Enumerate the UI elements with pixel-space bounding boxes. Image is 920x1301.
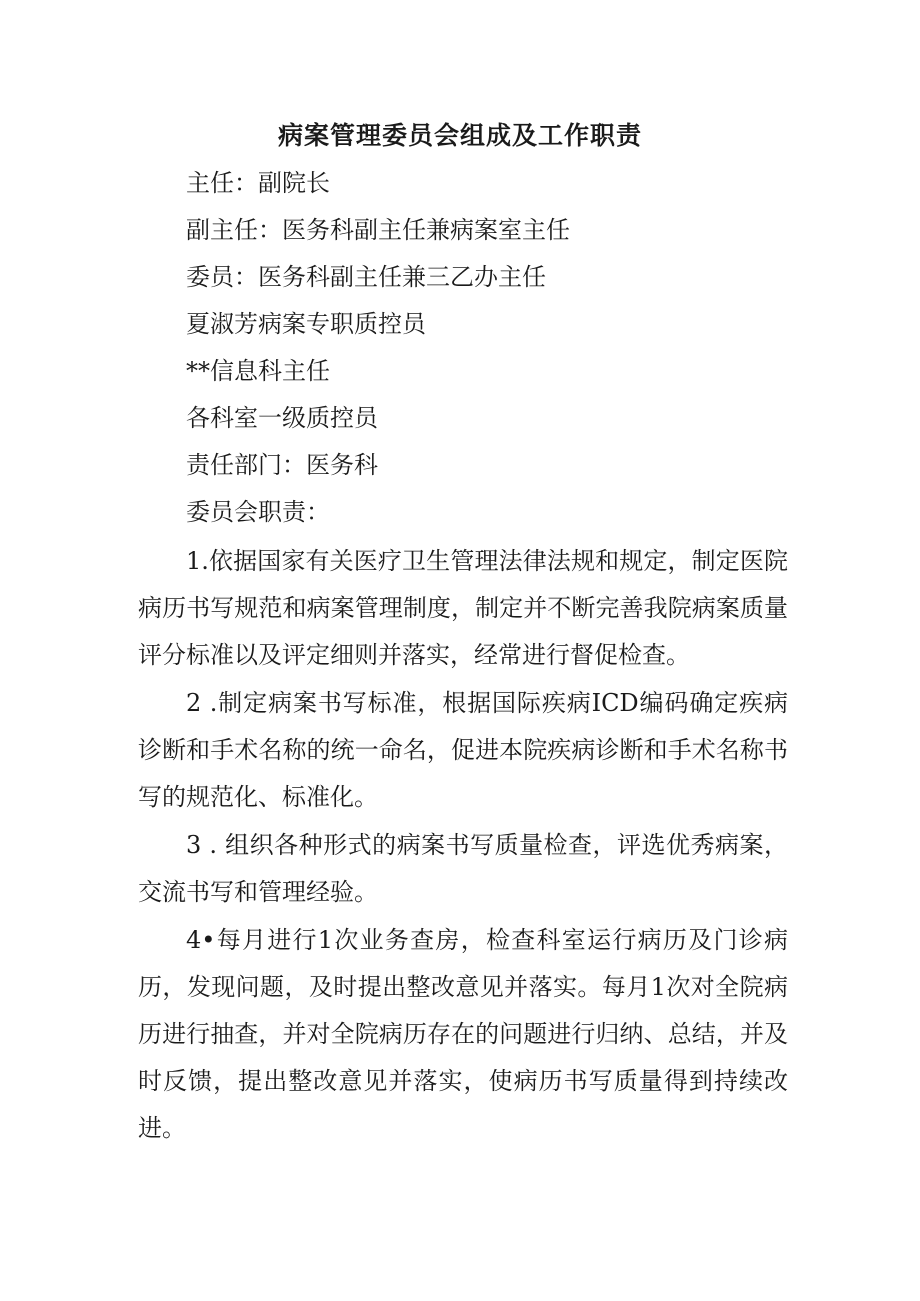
duty-paragraph-2: 2 .制定病案书写标准，根据国际疾病ICD编码确定疾病诊断和手术名称的统一命名，促进本院疾病诊断和手术名称书写的规范化、标准化。 xyxy=(138,689,788,811)
duty-paragraph-1: 1.依据国家有关医疗卫生管理法律法规和规定，制定医院病历书写规范和病案管理制度，制定并不断完善我院病案质量评分标准以及评定细则并落实，经常进行督促检查。 xyxy=(138,547,788,669)
member-deputy-director: 副主任：医务科副主任兼病案室主任 xyxy=(186,216,570,244)
responsible-department: 责任部门：医务科 xyxy=(186,451,378,479)
duty-paragraph-3: 3 . 组织各种形式的病案书写质量检查，评选优秀病案，交流书写和管理经验。 xyxy=(138,831,788,906)
member-it-director: **信息科主任 xyxy=(186,357,330,385)
duties-heading: 委员会职责： xyxy=(186,498,330,526)
member-director: 主任：副院长 xyxy=(186,169,330,197)
member-dept-qc: 各科室一级质控员 xyxy=(186,404,378,432)
document-title: 病案管理委员会组成及工作职责 xyxy=(277,121,642,150)
member-qc-officer: 夏淑芳病案专职质控员 xyxy=(186,310,426,338)
duty-paragraph-4: 4•每月进行1次业务查房，检查科室运行病历及门诊病历，发现问题，及时提出整改意见并落实。每月1次对全院病历进行抽查，并对全院病历存在的问题进行归纳、总结，并及时反馈，提出整改意见并落实，使病历书写质量得到持续改进。 xyxy=(138,926,788,1142)
member-committee: 委员：医务科副主任兼三乙办主任 xyxy=(186,263,546,291)
